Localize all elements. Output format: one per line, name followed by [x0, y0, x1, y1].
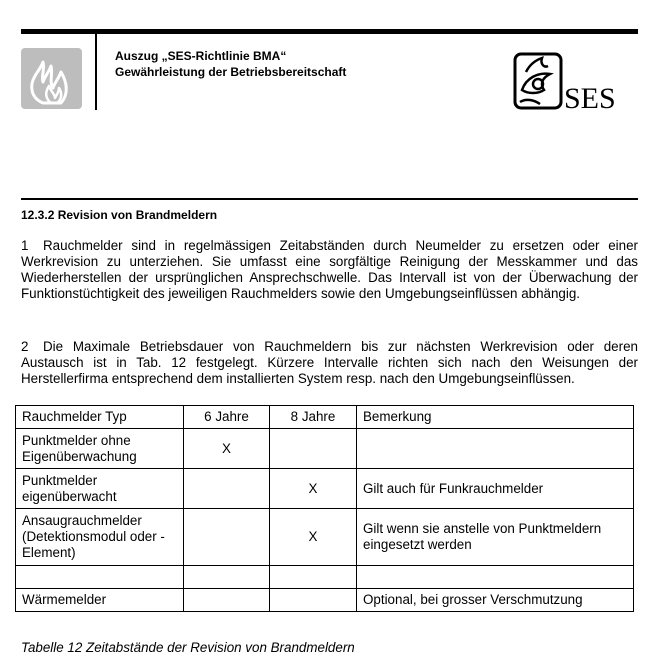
- ses-eye-flame-icon: [512, 50, 616, 112]
- table-row: [16, 429, 634, 469]
- cell-remark: Gilt wenn sie anstelle von Punktmeldern eingesetzt werden: [357, 509, 634, 566]
- cell-8-years: X: [270, 509, 357, 566]
- revision-table: [15, 405, 634, 612]
- cell-type: Punktmelder eigenüberwacht: [16, 469, 184, 509]
- paragraph-number: 1: [21, 238, 29, 253]
- cell-remark: Optional, bei grosser Verschmutzung: [357, 589, 634, 612]
- header-cell-remark: Bemerkung: [357, 406, 634, 429]
- header-cell-8-years: 8 Jahre: [270, 406, 357, 429]
- table-header-row: [16, 406, 634, 429]
- header-cell-6-years: 6 Jahre: [184, 406, 270, 429]
- cell-type: Wärmemelder: [16, 589, 184, 612]
- paragraph-text: Die Maximale Betriebsdauer von Rauchmeldern bis zur nächsten Werkrevision oder deren Austausch ist in Tab. 12 festgelegt. Kürzere Intervalle richten sich nach den Weisungen der Herstellerfirma entsprechend dem installierten System resp. nach den Umgebungseinflüssen.: [21, 339, 638, 386]
- cell-8-years: [270, 429, 357, 469]
- header-title-line-1: Auszug „SES-Richtlinie BMA“: [115, 49, 287, 63]
- paragraph-2: [21, 339, 638, 387]
- cell-8-years: [270, 589, 357, 612]
- section-rule: [21, 198, 638, 200]
- cell-8-years: X: [270, 469, 357, 509]
- table-row: [16, 469, 634, 509]
- document-header-title: [115, 48, 346, 80]
- cell-remark: Gilt auch für Funkrauchmelder: [357, 469, 634, 509]
- flame-icon: [21, 48, 82, 109]
- table-row: [16, 509, 634, 566]
- header-title-line-2: Gewährleistung der Betriebsbereitschaft: [115, 65, 347, 79]
- cell-type: Punktmelder ohne Eigenüberwachung: [16, 429, 184, 469]
- cell-6-years: [184, 509, 270, 566]
- paragraph-1: [21, 238, 638, 302]
- cell-remark: [357, 429, 634, 469]
- section-heading: 12.3.2 Revision von Brandmeldern: [21, 208, 218, 222]
- ses-logo: [512, 50, 616, 112]
- cell-6-years: [184, 589, 270, 612]
- cell-6-years: [184, 566, 270, 589]
- header-top-rule: [21, 29, 638, 34]
- ses-logo-text: SES: [564, 82, 616, 112]
- header-divider: [95, 34, 97, 110]
- cell-6-years: [184, 469, 270, 509]
- table-caption: Tabelle 12 Zeitabstände der Revision von Brandmeldern: [21, 640, 355, 655]
- header-cell-type: Rauchmelder Typ: [16, 406, 184, 429]
- flame-logo: [21, 48, 82, 109]
- paragraph-text: Rauchmelder sind in regelmässigen Zeitabständen durch Neumelder zu ersetzen oder einer Werkrevision zu unterziehen. Sie umfasst eine sorgfältige Reinigung der Messkammer und das Wiederherstellen der ursprünglichen Ansprechschwelle. Das Intervall ist von der Überwachung der Funktionstüchtigkeit des jeweiligen Rauchmelders sowie den Umgebungseinflüssen abhängig.: [21, 238, 638, 301]
- cell-type: [16, 566, 184, 589]
- table-row: [16, 566, 634, 589]
- cell-6-years: X: [184, 429, 270, 469]
- cell-type: Ansaugrauchmelder (Detektionsmodul oder -Element): [16, 509, 184, 566]
- table-row: [16, 589, 634, 612]
- paragraph-number: 2: [21, 339, 29, 354]
- cell-8-years: [270, 566, 357, 589]
- cell-remark: [357, 566, 634, 589]
